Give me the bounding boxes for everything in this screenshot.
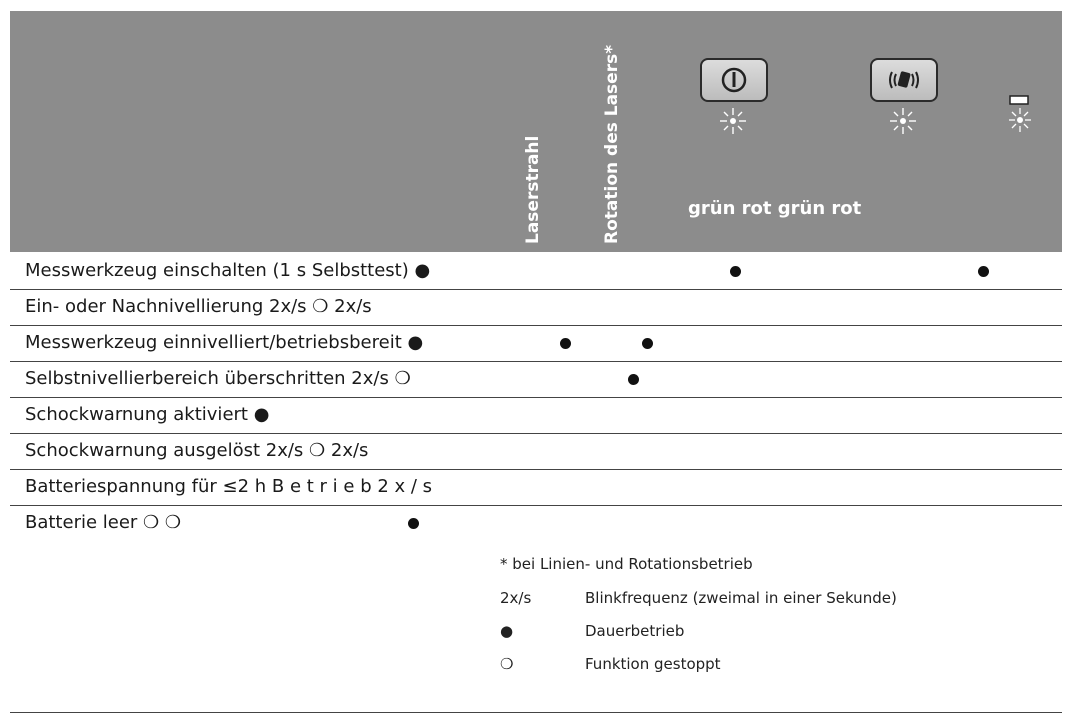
table-row (10, 433, 1062, 470)
row-label: Messwerkzeug einnivelliert/betriebsbereit ● (25, 332, 424, 353)
table-row (10, 397, 1062, 434)
legend-symbol: ● (500, 622, 514, 640)
table-header (10, 11, 1062, 252)
footnote-text: * bei Linien- und Rotationsbetrieb (500, 555, 753, 573)
row-label: Ein- oder Nachnivellierung 2x/s ❍ 2x/s (25, 296, 372, 317)
table-row (10, 325, 1062, 362)
status-dot (642, 338, 653, 349)
row-label: Batteriespannung für ≤2 h B e t r i e b 2 x / s (25, 476, 433, 497)
shock-warning-button-icon (870, 58, 938, 102)
legend-description: Blinkfrequenz (zweimal in einer Sekunde) (585, 589, 897, 607)
legend-item (500, 589, 980, 609)
row-label: Batterie leer ❍ ❍ (25, 512, 182, 533)
column-header-rotation: Rotation des Lasers* (602, 44, 622, 244)
red-led-glow-icon (888, 106, 918, 136)
legend-symbol: 2x/s (500, 589, 532, 607)
table-row (10, 289, 1062, 326)
row-label: Schockwarnung ausgelöst 2x/s ❍ 2x/s (25, 440, 369, 461)
table-row (10, 505, 1062, 541)
status-dot (730, 266, 741, 277)
legend-description: Dauerbetrieb (585, 622, 685, 640)
column-header-laserstrahl: Laserstrahl (523, 135, 543, 244)
power-button-icon (700, 58, 768, 102)
table-row (10, 361, 1062, 398)
row-label: Selbstnivellierbereich überschritten 2x/s ❍ (25, 368, 411, 389)
legend-item (500, 622, 980, 642)
status-dot (408, 518, 419, 529)
row-label: Schockwarnung aktiviert ● (25, 404, 270, 425)
battery-led-icon (1003, 91, 1037, 137)
legend-description: Funktion gestoppt (585, 655, 721, 673)
legend-item (500, 655, 980, 675)
row-label: Messwerkzeug einschalten (1 s Selbsttest) ● (25, 260, 431, 281)
status-dot (978, 266, 989, 277)
table-row (10, 469, 1062, 506)
table-row (10, 253, 1062, 290)
status-dot (560, 338, 571, 349)
legend-symbol: ❍ (500, 655, 514, 673)
green-led-glow-icon (718, 106, 748, 136)
bottom-divider (10, 712, 1062, 713)
color-labels: grün rot grün rot (688, 198, 862, 219)
status-dot (628, 374, 639, 385)
footnote (500, 555, 753, 573)
